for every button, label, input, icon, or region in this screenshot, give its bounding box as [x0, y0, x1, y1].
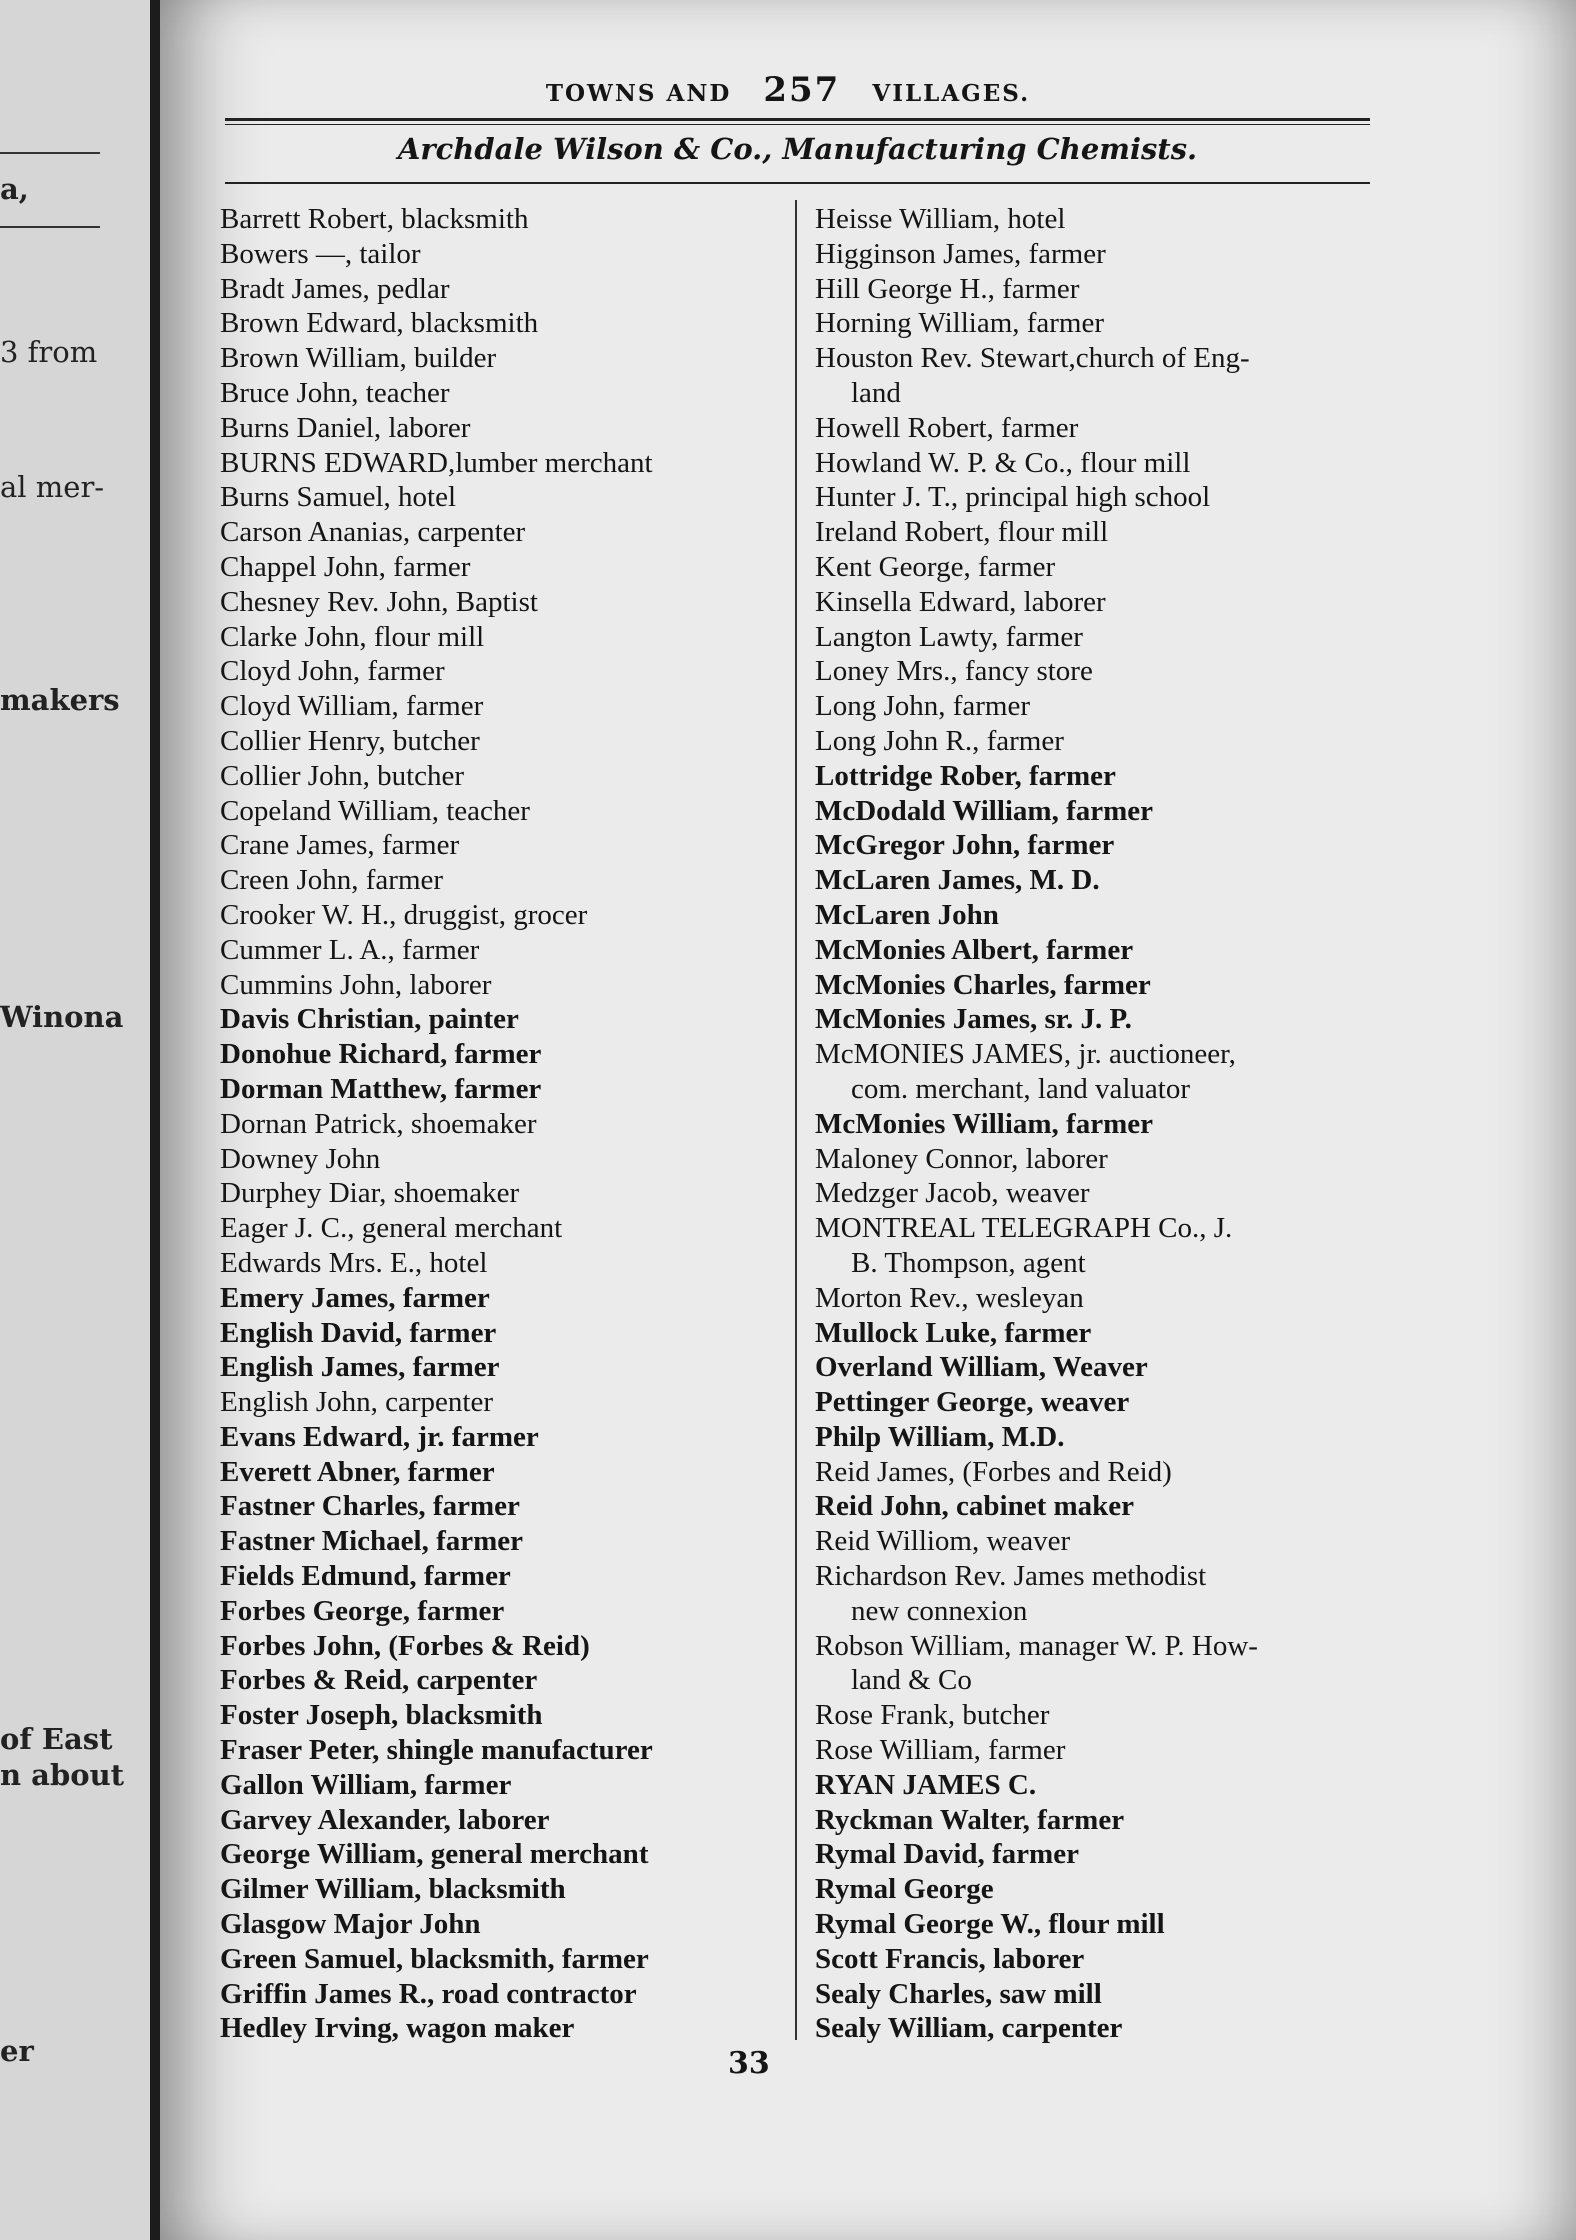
directory-entry: Edwards Mrs. E., hotel — [220, 1246, 488, 1279]
directory-entry: Cloyd John, farmer — [220, 655, 445, 688]
directory-entry: Pettinger George, weaver — [815, 1386, 1130, 1419]
directory-entry: Higginson James, farmer — [815, 237, 1106, 270]
directory-entry: Forbes John, (Forbes & Reid) — [220, 1629, 590, 1662]
advertisement-banner: Archdale Wilson & Co., Manufacturing Chemists. — [397, 132, 1198, 166]
prev-fragment: n about — [0, 1758, 125, 1792]
directory-entry: Copeland William, teacher — [220, 794, 530, 827]
directory-entry: Cloyd William, farmer — [220, 690, 484, 723]
directory-entry: Davis Christian, painter — [220, 1003, 519, 1036]
directory-entry: Philp William, M.D. — [815, 1420, 1065, 1453]
directory-entry: Burns Samuel, hotel — [220, 481, 457, 514]
directory-entry: Long John, farmer — [815, 690, 1031, 723]
directory-entry: Creen John, farmer — [220, 864, 444, 897]
directory-entry: Glasgow Major John — [220, 1908, 481, 1941]
directory-entry: Sealy Charles, saw mill — [815, 1977, 1102, 2010]
directory-entry: Collier Henry, butcher — [220, 724, 480, 757]
directory-entry: Clarke John, flour mill — [220, 620, 485, 653]
directory-entry: Emery James, farmer — [220, 1281, 490, 1314]
directory-entry: Houston Rev. Stewart,church of Eng- — [815, 342, 1250, 375]
column-divider — [795, 200, 797, 2040]
directory-entry: Burns Daniel, laborer — [220, 411, 471, 444]
prev-fragment: er — [0, 2034, 34, 2068]
directory-entry: Hill George H., farmer — [815, 272, 1080, 305]
directory-entry: McMONIES JAMES, jr. auctioneer, — [815, 1038, 1236, 1071]
directory-entry: Chappel John, farmer — [220, 550, 471, 583]
directory-entry: English John, carpenter — [220, 1386, 494, 1419]
directory-entry: McDodald William, farmer — [815, 794, 1154, 827]
directory-entry: McMonies William, farmer — [815, 1107, 1153, 1140]
directory-entry: McLaren John — [815, 898, 999, 931]
directory-entry: McMonies Charles, farmer — [815, 968, 1151, 1001]
directory-entry: Long John R., farmer — [815, 724, 1064, 757]
directory-entry: Reid James, (Forbes and Reid) — [815, 1455, 1172, 1488]
directory-column-right — [815, 202, 1375, 2046]
directory-entry: Bradt James, pedlar — [220, 272, 450, 305]
directory-entry: Richardson Rev. James methodist — [815, 1560, 1207, 1593]
previous-page-margin — [0, 0, 150, 2240]
header-rule-top-thin — [225, 124, 1370, 125]
directory-entry: Brown Edward, blacksmith — [220, 307, 539, 340]
directory-entry: Fraser Peter, shingle manufacturer — [220, 1734, 653, 1767]
directory-entry: MONTREAL TELEGRAPH Co., J. — [815, 1212, 1233, 1245]
directory-entry: Carson Ananias, carpenter — [220, 516, 526, 549]
directory-entry: Rymal David, farmer — [815, 1838, 1079, 1871]
directory-entry: Mullock Luke, farmer — [815, 1316, 1092, 1349]
directory-entry: Ryckman Walter, farmer — [815, 1803, 1125, 1836]
directory-entry: Rymal George W., flour mill — [815, 1908, 1165, 1941]
directory-entry: Horning William, farmer — [815, 307, 1105, 340]
directory-entry: com. merchant, land valuator — [851, 1072, 1191, 1105]
signature-mark: 33 — [728, 2046, 770, 2081]
directory-entry: Bowers —, tailor — [220, 237, 421, 270]
directory-entry: Crane James, farmer — [220, 829, 460, 862]
directory-entry: Langton Lawty, farmer — [815, 620, 1083, 653]
directory-entry: Donohue Richard, farmer — [220, 1038, 542, 1071]
directory-entry: Collier John, butcher — [220, 759, 465, 792]
directory-entry: Sealy William, carpenter — [815, 2012, 1123, 2045]
directory-entry: Fields Edmund, farmer — [220, 1560, 511, 1593]
directory-entry: Rymal George — [815, 1873, 994, 1906]
directory-entry: Bruce John, teacher — [220, 376, 450, 409]
directory-entry: Hedley Irving, wagon maker — [220, 2012, 575, 2045]
directory-entry: Green Samuel, blacksmith, farmer — [220, 1942, 649, 1975]
directory-entry: Heisse William, hotel — [815, 203, 1066, 235]
directory-entry: Morton Rev., wesleyan — [815, 1281, 1084, 1314]
directory-entry: Cummins John, laborer — [220, 968, 492, 1001]
directory-entry: Griffin James R., road contractor — [220, 1977, 637, 2010]
directory-entry: Gilmer William, blacksmith — [220, 1873, 566, 1906]
directory-entry: Medzger Jacob, weaver — [815, 1177, 1090, 1210]
directory-entry: Maloney Connor, laborer — [815, 1142, 1108, 1175]
directory-entry: Forbes & Reid, carpenter — [220, 1664, 538, 1697]
directory-entry: new connexion — [851, 1594, 1028, 1627]
directory-entry: Dornan Patrick, shoemaker — [220, 1107, 537, 1140]
directory-entry: English James, farmer — [220, 1351, 500, 1384]
directory-entry: Gallon William, farmer — [220, 1768, 512, 1801]
directory-entry: Cummer L. A., farmer — [220, 933, 480, 966]
directory-entry: Durphey Diar, shoemaker — [220, 1177, 520, 1210]
directory-entry: George William, general merchant — [220, 1838, 649, 1871]
directory-entry: McGregor John, farmer — [815, 829, 1115, 862]
directory-entry: Foster Joseph, blacksmith — [220, 1699, 543, 1732]
directory-entry: Lottridge Rober, farmer — [815, 759, 1116, 792]
directory-entry: Kent George, farmer — [815, 550, 1056, 583]
directory-entry: RYAN JAMES C. — [815, 1768, 1037, 1801]
directory-entry: Everett Abner, farmer — [220, 1455, 495, 1488]
directory-entry: Fastner Charles, farmer — [220, 1490, 520, 1523]
directory-entry: Scott Francis, laborer — [815, 1942, 1085, 1975]
running-head — [0, 70, 1576, 110]
directory-entry: Howell Robert, farmer — [815, 411, 1079, 444]
directory-entry: Brown William, builder — [220, 342, 497, 375]
prev-fragment: a, — [0, 172, 29, 206]
directory-entry: Barrett Robert, blacksmith — [220, 203, 529, 235]
directory-entry: McLaren James, M. D. — [815, 864, 1100, 897]
directory-entry: Garvey Alexander, laborer — [220, 1803, 550, 1836]
directory-entry: Overland William, Weaver — [815, 1351, 1148, 1384]
directory-entry: Rose William, farmer — [815, 1734, 1066, 1767]
directory-entry: Reid John, cabinet maker — [815, 1490, 1134, 1523]
header-rule-top — [225, 118, 1370, 121]
directory-entry: Loney Mrs., fancy store — [815, 655, 1093, 688]
directory-column-left — [220, 202, 795, 2046]
prev-fragment: of East — [0, 1722, 113, 1756]
directory-entry: Rose Frank, butcher — [815, 1699, 1050, 1732]
directory-entry: land & Co — [851, 1664, 972, 1697]
directory-entry: land — [851, 376, 901, 409]
directory-entry: B. Thompson, agent — [851, 1246, 1086, 1279]
directory-entry: Chesney Rev. John, Baptist — [220, 585, 538, 618]
prev-fragment: al mer- — [0, 470, 105, 504]
directory-entry: Dorman Matthew, farmer — [220, 1072, 542, 1105]
directory-entry: Ireland Robert, flour mill — [815, 516, 1109, 549]
directory-entry: McMonies Albert, farmer — [815, 933, 1134, 966]
prev-fragment: 3 from — [0, 335, 98, 369]
directory-entry: Forbes George, farmer — [220, 1594, 505, 1627]
directory-entry: BURNS EDWARD,lumber merchant — [220, 446, 653, 479]
directory-entry: Downey John — [220, 1142, 381, 1175]
prev-fragment: Winona — [0, 1000, 124, 1034]
directory-entry: Eager J. C., general merchant — [220, 1212, 563, 1245]
directory-entry: Reid Williom, weaver — [815, 1525, 1071, 1558]
directory-entry: Kinsella Edward, laborer — [815, 585, 1106, 618]
running-head-right: VILLAGES. — [872, 80, 1031, 107]
directory-entry: Crooker W. H., druggist, grocer — [220, 898, 588, 931]
prev-fragment: makers — [0, 683, 120, 717]
directory-entry: Howland W. P. & Co., flour mill — [815, 446, 1191, 479]
directory-entry: Evans Edward, jr. farmer — [220, 1420, 539, 1453]
page-number: 257 — [763, 70, 841, 110]
header-rule-bottom — [225, 182, 1370, 184]
running-head-left: TOWNS AND — [545, 80, 732, 107]
directory-entry: Hunter J. T., principal high school — [815, 481, 1211, 514]
directory-entry: Robson William, manager W. P. How- — [815, 1629, 1258, 1662]
directory-entry: English David, farmer — [220, 1316, 497, 1349]
directory-entry: McMonies James, sr. J. P. — [815, 1003, 1132, 1036]
directory-entry: Fastner Michael, farmer — [220, 1525, 524, 1558]
